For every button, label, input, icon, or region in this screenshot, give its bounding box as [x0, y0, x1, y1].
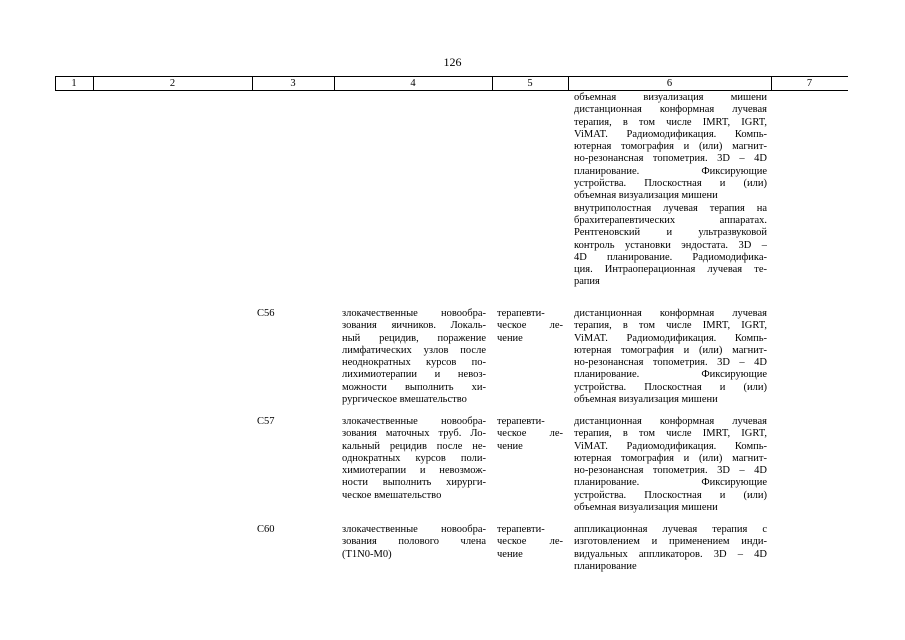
- text-line: кальный рецидив после не-: [342, 440, 486, 452]
- text-line: ViMAT. Радиомодификация. Компь-: [574, 440, 767, 452]
- text-line: терапевти-: [497, 416, 545, 427]
- text-line: терапия, в том числе IMRT, IGRT,: [574, 428, 767, 440]
- text-line: аппликационная лучевая терапия с: [574, 524, 767, 535]
- text-line: злокачественные новообра-: [342, 308, 486, 319]
- text-line: ютерная томография и (или) магнит-: [574, 344, 767, 356]
- text-line: рургическое вмешательство: [342, 394, 467, 406]
- text-line: дистанционная конформная лучевая: [574, 308, 767, 319]
- text-line: но-резонансная топометрия. 3D – 4D: [574, 465, 767, 477]
- method-cell: [574, 416, 767, 514]
- method-cell: [574, 524, 767, 573]
- text-line: терапевти-: [497, 308, 545, 319]
- text-line: терапия, в том числе IMRT, IGRT,: [574, 116, 767, 128]
- text-line: брахитерапевтических аппаратах.: [574, 214, 767, 226]
- text-line: (T1N0-M0): [342, 548, 392, 560]
- text-line: ческое вмешательство: [342, 489, 442, 501]
- text-line: зования полового члена: [342, 536, 486, 548]
- text-line: планирование. Фиксирующие: [574, 165, 767, 177]
- text-line: ности выполнить хирурги-: [342, 477, 486, 489]
- column-number-1: 1: [71, 78, 77, 89]
- header-bottom-rule: [55, 90, 848, 91]
- text-line: Рентгеновский и ультразвуковой: [574, 227, 767, 239]
- text-line: злокачественные новообра-: [342, 524, 486, 535]
- column-number-header: [55, 77, 848, 90]
- text-line: зования яичников. Локаль-: [342, 320, 486, 332]
- text-line: видуальных аппликаторов. 3D – 4D: [574, 548, 767, 560]
- text-line: дистанционная конформная лучевая: [574, 104, 767, 116]
- text-line: лимфатических узлов после: [342, 344, 486, 356]
- text-line: дистанционная конформная лучевая: [574, 416, 767, 427]
- text-line: объемная визуализация мишени: [574, 190, 718, 202]
- text-line: чение: [497, 332, 523, 344]
- text-line: терапевти-: [497, 524, 545, 535]
- text-line: ческое ле-: [497, 320, 563, 332]
- text-line: чение: [497, 548, 523, 560]
- text-line: ческое ле-: [497, 428, 563, 440]
- treatment-type-cell: [497, 308, 563, 345]
- text-line: объемная визуализация мишени: [574, 394, 718, 406]
- treatment-type-cell: [497, 416, 563, 453]
- column-number-3: 3: [290, 78, 296, 89]
- method-cell: [574, 308, 767, 406]
- text-line: терапия, в том числе IMRT, IGRT,: [574, 320, 767, 332]
- text-line: планирование. Фиксирующие: [574, 477, 767, 489]
- text-line: можности выполнить хи-: [342, 381, 486, 393]
- text-line: ютерная томография и (или) магнит-: [574, 452, 767, 464]
- text-line: ViMAT. Радиомодификация. Компь-: [574, 128, 767, 140]
- column-number-5: 5: [527, 78, 533, 89]
- text-line: рапия: [574, 276, 600, 288]
- text-line: но-резонансная топометрия. 3D – 4D: [574, 153, 767, 165]
- text-line: планирование. Фиксирующие: [574, 369, 767, 381]
- text-line: химиотерапии и невозмож-: [342, 465, 486, 477]
- text-line: однократных курсов поли-: [342, 452, 486, 464]
- column-number-2: 2: [169, 78, 176, 89]
- text-line: но-резонансная топометрия. 3D – 4D: [574, 357, 767, 369]
- text-line: лихимиотерапии и невоз-: [342, 369, 486, 381]
- text-line: устройства. Плоскостная и (или): [574, 381, 767, 393]
- diagnosis-code: C56: [257, 308, 275, 319]
- text-line: ViMAT. Радиомодификация. Компь-: [574, 332, 767, 344]
- text-line: 4D планирование. Радиомодифика-: [574, 251, 767, 263]
- text-line: изготовлением и применением инди-: [574, 536, 767, 548]
- text-line: планирование: [574, 560, 637, 572]
- column-number-6: 6: [666, 78, 673, 89]
- diagnosis-cell: [342, 416, 486, 502]
- text-line: злокачественные новообра-: [342, 416, 486, 427]
- text-line: устройства. Плоскостная и (или): [574, 178, 767, 190]
- column-number-7: 7: [806, 78, 813, 89]
- diagnosis-code: C57: [257, 416, 275, 427]
- diagnosis-cell: [342, 524, 486, 561]
- text-line: неоднократных курсов по-: [342, 357, 486, 369]
- text-line: контроль установки эндостата. 3D –: [574, 239, 767, 251]
- text-line: чение: [497, 440, 523, 452]
- text-line: ный рецидив, поражение: [342, 332, 486, 344]
- text-line: внутриполостная лучевая терапия на: [574, 202, 767, 214]
- text-line: объемная визуализация мишени: [574, 92, 767, 103]
- text-line: устройства. Плоскостная и (или): [574, 489, 767, 501]
- diagnosis-cell: [342, 308, 486, 406]
- text-line: зования маточных труб. Ло-: [342, 428, 486, 440]
- text-line: ческое ле-: [497, 536, 563, 548]
- text-line: ютерная томография и (или) магнит-: [574, 141, 767, 153]
- text-line: ция. Интраоперационная лучевая те-: [574, 264, 767, 276]
- text-line: объемная визуализация мишени: [574, 502, 718, 514]
- column-number-4: 4: [410, 78, 416, 89]
- continuation-method-cell: [574, 92, 767, 289]
- treatment-type-cell: [497, 524, 563, 561]
- diagnosis-code: C60: [257, 524, 275, 535]
- page-number: 126: [443, 55, 462, 69]
